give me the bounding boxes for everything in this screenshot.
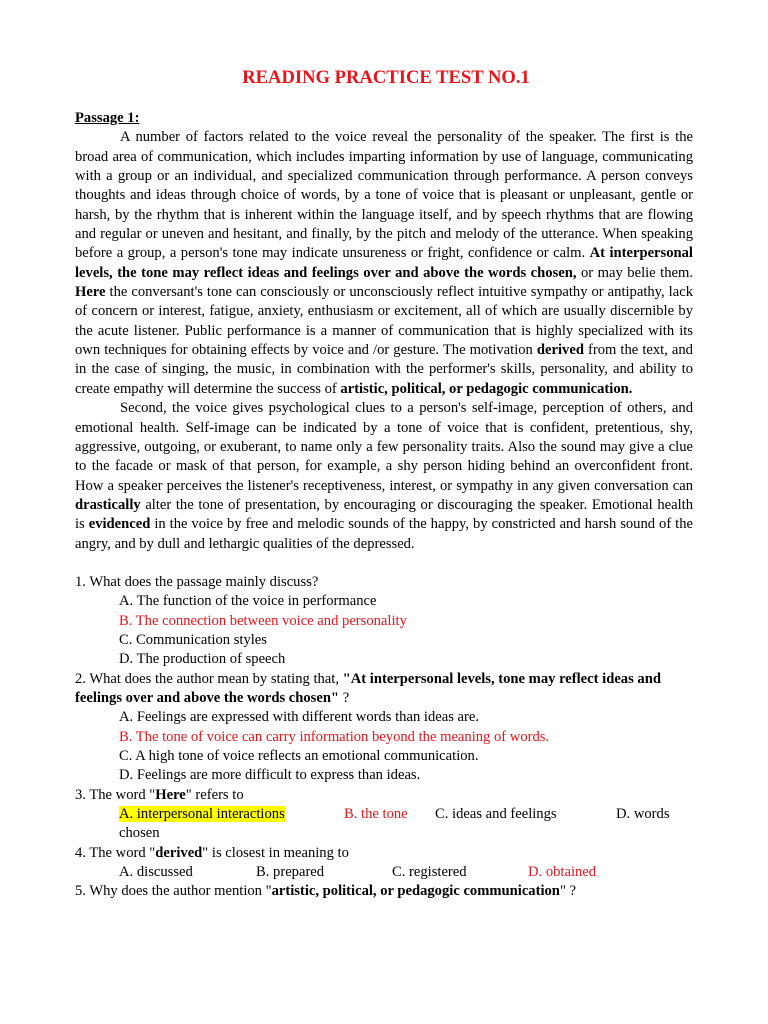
q4-word: derived xyxy=(155,844,203,861)
q5-phrase: artistic, political, or pedagogic communication xyxy=(271,883,560,900)
q3-option-a-highlight: A. interpersonal interactions xyxy=(119,806,285,823)
q3-option-a xyxy=(119,805,344,824)
p1-text-4: from the text, and in the case of singing, the music, in combination with the performer's skills, personality, and ability to create empathy will determine the success of xyxy=(75,342,693,397)
document-page xyxy=(75,66,693,902)
q3-option-d: D. words xyxy=(616,806,670,823)
q1-option-a: A. The function of the voice in performance xyxy=(119,593,377,610)
q3-option-d-continued: chosen xyxy=(119,825,160,842)
q4-option-b: B. prepared xyxy=(256,864,325,881)
q2-option-d: D. Feelings are more difficult to express than ideas. xyxy=(119,767,421,784)
question-5-text xyxy=(75,882,693,901)
q3-option-c: C. ideas and feelings xyxy=(435,806,557,823)
p2-bold-2: evidenced xyxy=(88,516,151,533)
q4-pre: 4. The word " xyxy=(75,844,156,861)
q3-word: Here xyxy=(155,786,186,803)
q1-option-d: D. The production of speech xyxy=(119,651,286,668)
q2-option-a: A. Feelings are expressed with different words than ideas are. xyxy=(119,709,479,726)
q3-pre: 3. The word " xyxy=(75,786,156,803)
question-5 xyxy=(75,882,693,901)
passage-paragraph-1 xyxy=(75,109,693,399)
q4-option-d-answer: D. obtained xyxy=(528,864,597,881)
passage-1 xyxy=(75,109,693,554)
q5-post: " ? xyxy=(559,883,577,900)
section-spacer xyxy=(75,554,693,573)
q5-pre: 5. Why does the author mention " xyxy=(75,883,272,900)
q4-option-a: A. discussed xyxy=(119,864,193,881)
q4-option-c: C. registered xyxy=(392,864,467,881)
passage-paragraph-2 xyxy=(75,399,693,554)
p2-text-2: alter the tone of presentation, by encouraging or discouraging the speaker. Emotional health is xyxy=(75,496,693,533)
q2-quote: "At interpersonal levels, tone may reflect ideas and feelings over and above the words chosen" xyxy=(75,670,661,706)
q3-post: " refers to xyxy=(185,786,244,803)
q3-options-row xyxy=(119,805,693,824)
q2-post: ? xyxy=(339,689,350,706)
q2-option-b-answer: B. The tone of voice can carry information beyond the meaning of words. xyxy=(119,728,550,745)
p1-text-2: or may belie them. xyxy=(576,264,693,281)
p1-text-1: A number of factors related to the voice reveal the personality of the speaker. The first is the broad area of communication, which includes imparting information by use of language, communicating with a group or an individual, and specialized communication through performance. A person conveys thoughts and ideas through choice of words, by a tone of voice that is pleasant or unpleasant, gentle or harsh, by the rhythm that is inherent within the language itself, and by speech rhythms that are flowing and regular or uneven and hesitant, and finally, by the pitch and melody of the utterance. When speaking before a group, a person's tone may indicate unsureness or fright, confidence or calm. xyxy=(75,129,693,262)
q4-options-row xyxy=(119,863,693,882)
q2-pre: 2. What does the author mean by stating that, xyxy=(75,670,343,687)
question-1 xyxy=(75,573,693,670)
question-4-text xyxy=(75,844,693,863)
q1-option-b-answer: B. The connection between voice and personality xyxy=(119,612,407,629)
p2-bold-1: drastically xyxy=(75,496,141,513)
question-1-text: 1. What does the passage mainly discuss? xyxy=(75,573,319,590)
question-3-text xyxy=(75,786,693,805)
p2-text-1: Second, the voice gives psychological clues to a person's self-image, perception of others, and emotional health. Self-image can be indicated by a tone of voice that is confident, pretentious, shy, aggressive, outgoing, or exuberant, to name only a few personality traits. Also the sound may give a clue to the facade or mask of that person, for example, a shy person hiding behind an overconfident front. How a speaker perceives the listener's receptiveness, interest, or sympathy in any given conversation can xyxy=(75,400,693,494)
passage-label: Passage 1: xyxy=(75,110,140,126)
p2-text-3: in the voice by free and melodic sounds of the happy, by constricted and harsh sound of the angry, and by dull and lethargic qualities of the depressed. xyxy=(75,516,694,552)
p1-bold-1: At interpersonal levels, the tone may reflect ideas and feelings over and above the words chosen, xyxy=(75,245,693,281)
p1-bold-3: derived xyxy=(536,342,584,359)
question-2 xyxy=(75,670,693,786)
p1-bold-2: Here xyxy=(75,284,106,301)
q4-post: " is closest in meaning to xyxy=(202,844,349,861)
q2-option-c: C. A high tone of voice reflects an emotional communication. xyxy=(119,748,479,764)
question-2-text xyxy=(75,670,693,709)
q3-option-b-answer: B. the tone xyxy=(344,806,408,823)
p1-text-3: the conversant's tone can consciously or unconsciously reflect intuitive sympathy or antipathy, lack of concern or interest, fatigue, anxiety, enthusiasm or excitement, all of which are usually discernible by the acute listener. Public performance is a manner of communication that is highly specialized with its own techniques for obtaining effects by voice and /or gesture. The motivation xyxy=(75,284,693,359)
p1-bold-4: artistic, political, or pedagogic communication. xyxy=(340,380,633,397)
page-title: READING PRACTICE TEST NO.1 xyxy=(242,67,530,88)
question-3 xyxy=(75,786,693,844)
question-4 xyxy=(75,844,693,883)
q1-option-c: C. Communication styles xyxy=(119,631,267,648)
